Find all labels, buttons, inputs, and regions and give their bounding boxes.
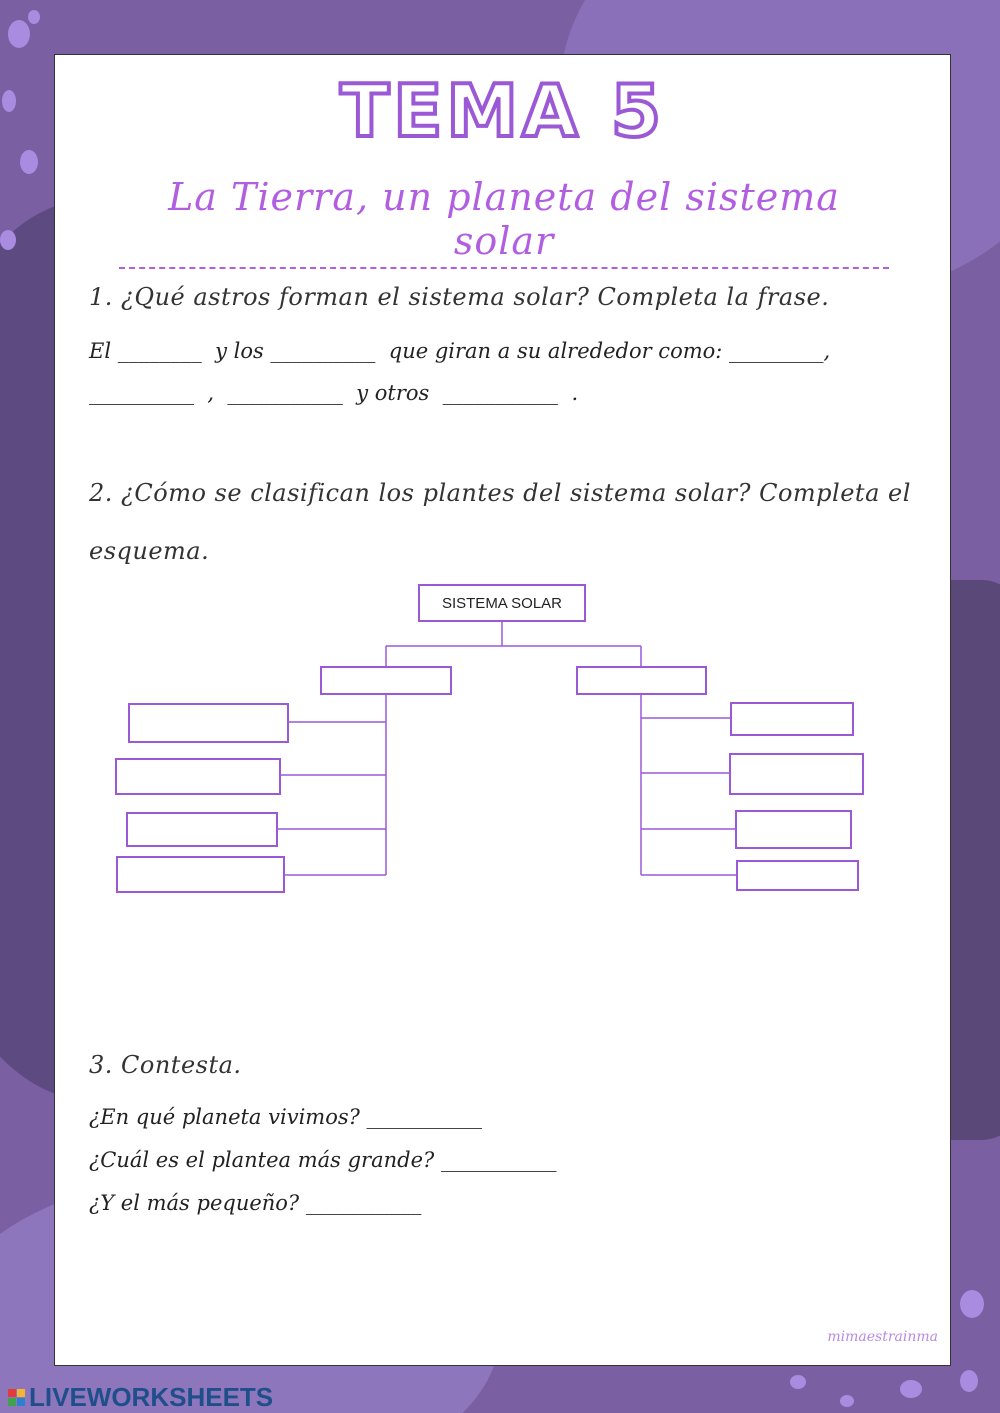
liveworksheets-logo[interactable]	[8, 1382, 273, 1413]
worksheet-page	[54, 54, 951, 1366]
question-2-title-line-1: 2. ¿Cómo se clasifican los plantes del sistema solar? Completa el	[89, 479, 911, 507]
question-1-line-2: __________ , ___________ y otros ___________ .	[89, 381, 579, 405]
page-title: TEMA 5	[340, 69, 665, 153]
scheme-right-planet-box-3[interactable]	[735, 810, 852, 849]
scheme-left-planet-box-1[interactable]	[128, 703, 289, 743]
question-1-title: 1. ¿Qué astros forman el sistema solar? Completa la frase.	[89, 283, 830, 311]
author-signature: mimaestrainma	[827, 1329, 938, 1345]
scheme-right-planet-box-1[interactable]	[730, 702, 854, 736]
scheme-category-left-box[interactable]	[320, 666, 452, 695]
liveworksheets-logo-icon	[8, 1389, 25, 1406]
scheme-right-planet-box-4[interactable]	[736, 860, 859, 891]
question-1-line-1: El ________ y los __________ que giran a su alrededor como: _________,	[89, 339, 831, 363]
scheme-left-planet-box-3[interactable]	[126, 812, 278, 847]
page-subtitle: La Tierra, un planeta del sistema solar	[119, 175, 889, 269]
question-3-title: 3. Contesta.	[89, 1051, 242, 1079]
scheme-right-planet-box-2[interactable]	[729, 753, 864, 795]
scheme-left-planet-box-2[interactable]	[115, 758, 281, 795]
scheme-root-box: SISTEMA SOLAR	[418, 584, 586, 622]
liveworksheets-logo-text: LIVEWORKSHEETS	[29, 1382, 274, 1412]
question-3-item-2: ¿Cuál es el plantea más grande? ___________	[89, 1148, 557, 1172]
question-3-item-3: ¿Y el más pequeño? ___________	[89, 1191, 422, 1215]
scheme-category-right-box[interactable]	[576, 666, 707, 695]
question-3-item-1: ¿En qué planeta vivimos? ___________	[89, 1105, 483, 1129]
scheme-left-planet-box-4[interactable]	[116, 856, 285, 893]
question-2-title-line-2: esquema.	[89, 537, 210, 565]
